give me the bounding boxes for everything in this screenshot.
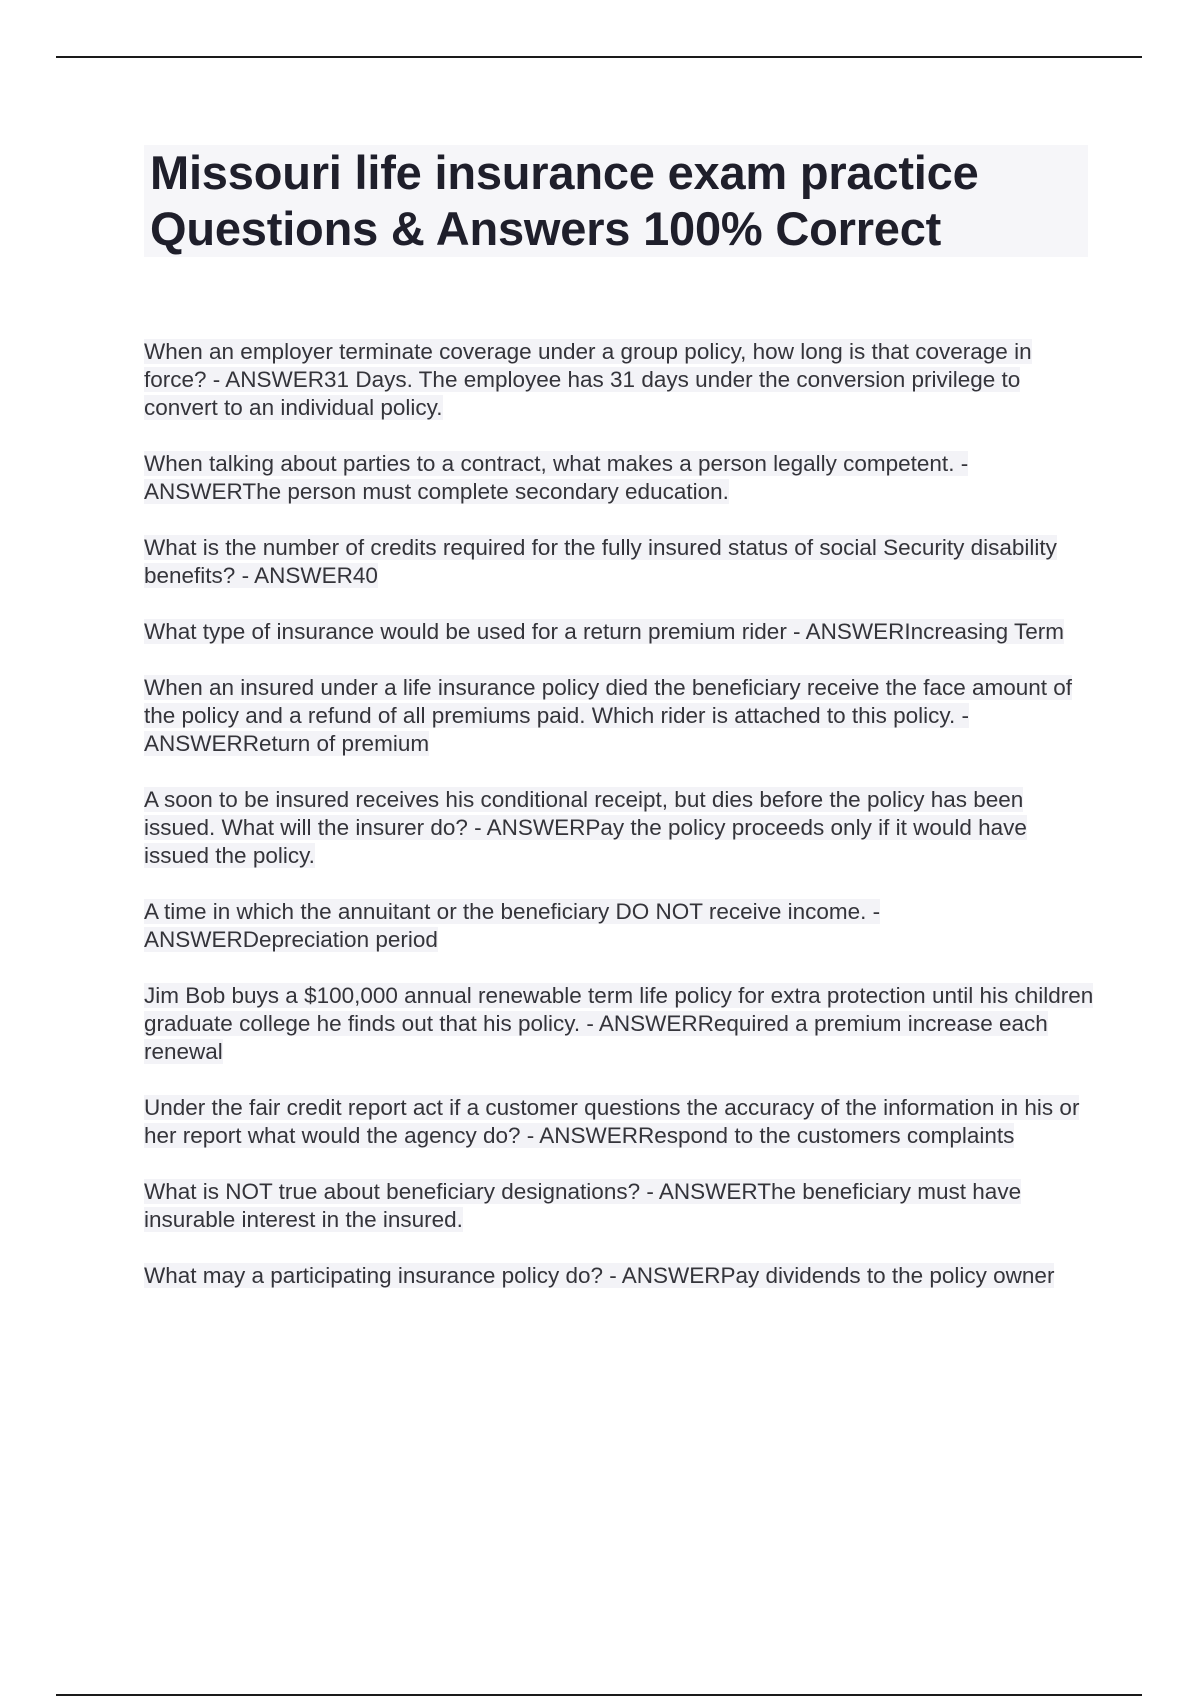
qa-text: Jim Bob buys a $100,000 annual renewable term life policy for extra protection until his children graduate college he finds out that his policy. - ANSWERRequired a premium increase each renewal: [144, 983, 1094, 1064]
qa-text: Under the fair credit report act if a customer questions the accuracy of the information in his or her report what would the agency do? - ANSWERRespond to the customers complaints: [144, 1095, 1080, 1148]
qa-item-5: [144, 674, 1094, 758]
qa-text: What is the number of credits required for the fully insured status of social Security disability benefits? - ANSWER40: [144, 535, 1057, 588]
title-block: [144, 145, 1088, 257]
qa-item-2: [144, 450, 1094, 506]
qa-item-9: [144, 1094, 1094, 1150]
qa-item-1: [144, 338, 1094, 422]
qa-item-11: [144, 1262, 1094, 1290]
qa-item-3: [144, 534, 1094, 590]
qa-text: When an employer terminate coverage under a group policy, how long is that coverage in force? - ANSWER31 Days. The employee has 31 days under the conversion privilege to convert to an individual policy.: [144, 339, 1032, 420]
qa-text: A soon to be insured receives his conditional receipt, but dies before the policy has been issued. What will the insurer do? - ANSWERPay the policy proceeds only if it would have issued the policy.: [144, 787, 1027, 868]
qa-text: What type of insurance would be used for a return premium rider - ANSWERIncreasing Term: [144, 619, 1064, 644]
bottom-rule: [56, 1694, 1142, 1696]
qa-text: When an insured under a life insurance policy died the beneficiary receive the face amount of the policy and a refund of all premiums paid. Which rider is attached to this policy. - ANSWERReturn of premium: [144, 675, 1073, 756]
qa-item-4: [144, 618, 1094, 646]
document-title: Missouri life insurance exam practice Questions & Answers 100% Correct: [150, 146, 979, 255]
qa-text: A time in which the annuitant or the beneficiary DO NOT receive income. - ANSWERDepreciation period: [144, 899, 881, 952]
qa-list: [144, 338, 1094, 1318]
qa-item-6: [144, 786, 1094, 870]
qa-item-10: [144, 1178, 1094, 1234]
top-rule: [56, 56, 1142, 58]
qa-item-7: [144, 898, 1094, 954]
qa-item-8: [144, 982, 1094, 1066]
qa-text: What may a participating insurance policy do? - ANSWERPay dividends to the policy owner: [144, 1263, 1055, 1288]
qa-text: When talking about parties to a contract, what makes a person legally competent. - ANSWERThe person must complete secondary education.: [144, 451, 969, 504]
qa-text: What is NOT true about beneficiary designations? - ANSWERThe beneficiary must have insurable interest in the insured.: [144, 1179, 1022, 1232]
